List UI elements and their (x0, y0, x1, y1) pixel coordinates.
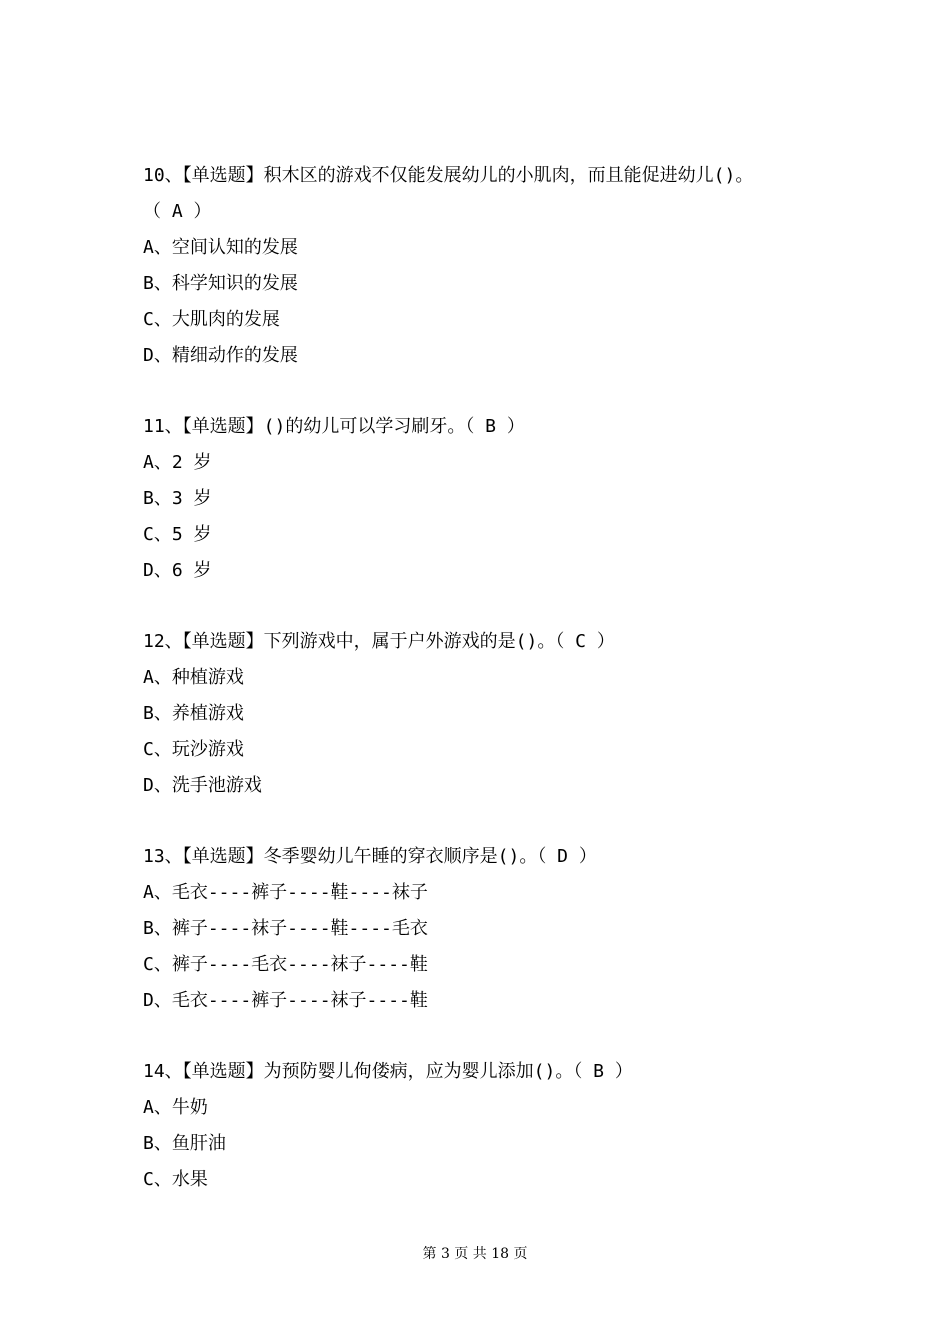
question-13 (143, 839, 823, 1019)
question-14 (143, 1054, 823, 1198)
question-stem: 11、【单选题】()的幼儿可以学习刷牙。（ B ） (143, 416, 525, 437)
option-b: B、裤子----袜子----鞋----毛衣 (143, 918, 428, 939)
option-c: C、5 岁 (143, 524, 212, 545)
option-a: A、空间认知的发展 (143, 237, 298, 258)
option-a: A、牛奶 (143, 1097, 208, 1118)
option-d: D、毛衣----裤子----袜子----鞋 (143, 990, 428, 1011)
option-b: B、养植游戏 (143, 703, 244, 724)
question-stem: 12、【单选题】下列游戏中，属于户外游戏的是()。（ C ） (143, 631, 615, 652)
question-list (143, 158, 823, 1233)
option-c: C、裤子----毛衣----袜子----鞋 (143, 954, 428, 975)
page-number: 第 3 页 共 18 页 (422, 1246, 528, 1262)
question-10 (143, 158, 823, 374)
option-d: D、洗手池游戏 (143, 775, 262, 796)
question-11 (143, 409, 823, 589)
option-c: C、水果 (143, 1169, 208, 1190)
option-a: A、种植游戏 (143, 667, 244, 688)
question-stem: 13、【单选题】冬季婴幼儿午睡的穿衣顺序是()。（ D ） (143, 846, 597, 867)
option-c: C、大肌肉的发展 (143, 309, 280, 330)
question-12 (143, 624, 823, 804)
option-a: A、2 岁 (143, 452, 212, 473)
question-stem: 10、【单选题】积木区的游戏不仅能发展幼儿的小肌肉，而且能促进幼儿()。 (143, 165, 754, 186)
option-d: D、6 岁 (143, 560, 212, 581)
option-b: B、科学知识的发展 (143, 273, 298, 294)
answer-key: （ A ） (143, 201, 212, 222)
question-stem: 14、【单选题】为预防婴儿佝偻病，应为婴儿添加()。（ B ） (143, 1061, 633, 1082)
option-b: B、3 岁 (143, 488, 212, 509)
option-d: D、精细动作的发展 (143, 345, 298, 366)
option-a: A、毛衣----裤子----鞋----袜子 (143, 882, 428, 903)
option-b: B、鱼肝油 (143, 1133, 226, 1154)
option-c: C、玩沙游戏 (143, 739, 244, 760)
